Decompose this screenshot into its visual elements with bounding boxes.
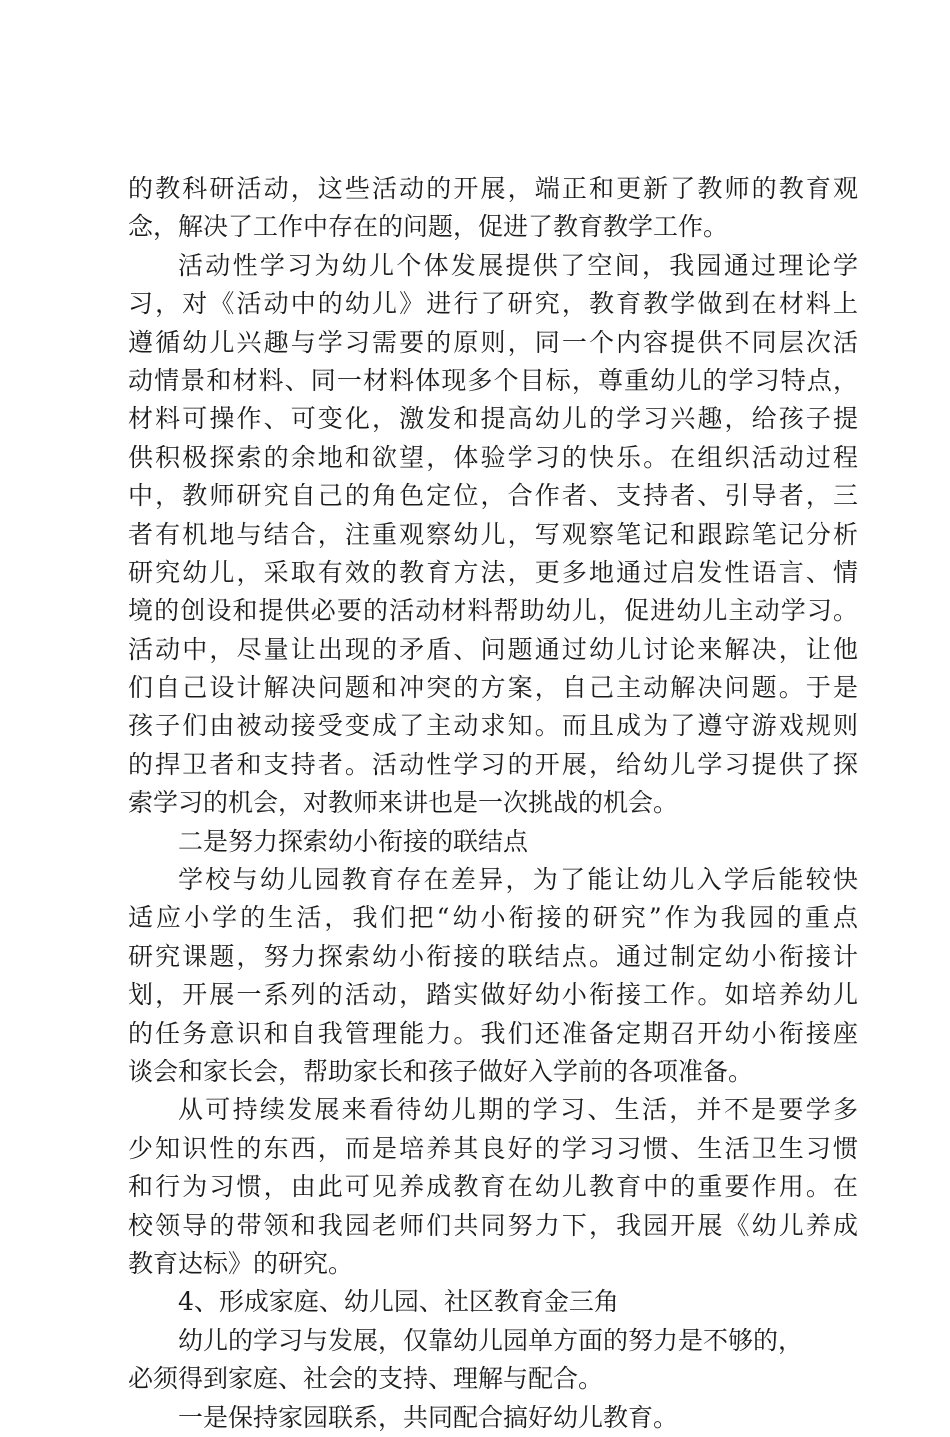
text-line: 少知识性的东西，而是培养其良好的学习习惯、生活卫生习惯 (128, 1133, 858, 1163)
text-line: 境的创设和提供必要的活动材料帮助幼儿，促进幼儿主动学习。 (128, 596, 858, 626)
text-line: 必须得到家庭、社会的支持、理解与配合。 (128, 1364, 604, 1394)
text-line: 从可持续发展来看待幼儿期的学习、生活，并不是要学多 (178, 1095, 858, 1125)
text-line: 研究幼儿，采取有效的教育方法，更多地通过启发性语言、情 (128, 557, 858, 587)
text-line: 的教科研活动，这些活动的开展，端正和更新了教师的教育观 (128, 174, 858, 203)
text-line: 学校与幼儿园教育存在差异，为了能让幼儿入学后能较快 (178, 865, 858, 895)
text-line: 和行为习惯，由此可见养成教育在幼儿教育中的重要作用。在 (128, 1172, 858, 1202)
text-line: 适应小学的生活，我们把“幼小衔接的研究”作为我园的重点 (128, 903, 858, 933)
text-line: 念，解决了工作中存在的问题，促进了教育教学工作。 (128, 212, 729, 242)
text-line: 一是保持家园联系，共同配合搞好幼儿教育。 (178, 1402, 679, 1432)
text-line: 遵循幼儿兴趣与学习需要的原则，同一个内容提供不同层次活 (128, 327, 858, 357)
text-line: 孩子们由被动接受变成了主动求知。而且成为了遵守游戏规则 (128, 711, 858, 741)
text-line: 索学习的机会，对教师来讲也是一次挑战的机会。 (128, 788, 679, 818)
text-line: 供积极探索的余地和欲望，体验学习的快乐。在组织活动过程 (128, 442, 858, 472)
text-line: 教育达标》的研究。 (128, 1248, 354, 1278)
text-line: 校领导的带领和我园老师们共同努力下，我园开展《幼儿养成 (128, 1210, 858, 1240)
text-line: 中，教师研究自己的角色定位，合作者、支持者、引导者，三 (128, 481, 858, 511)
text-line: 的任务意识和自我管理能力。我们还准备定期召开幼小衔接座 (128, 1018, 858, 1048)
body-text (128, 170, 858, 1437)
text-line: 动情景和材料、同一材料体现多个目标，尊重幼儿的学习特点， (128, 365, 858, 395)
text-line: 活动性学习为幼儿个体发展提供了空间，我园通过理论学 (178, 250, 858, 280)
text-line: 活动中，尽量让出现的矛盾、问题通过幼儿讨论来解决，让他 (128, 634, 858, 664)
text-line: 习，对《活动中的幼儿》进行了研究，教育教学做到在材料上 (128, 289, 858, 319)
text-line: 研究课题，努力探索幼小衔接的联结点。通过制定幼小衔接计 (128, 941, 858, 971)
text-line: 者有机地与结合，注重观察幼儿，写观察笔记和跟踪笔记分析 (128, 519, 858, 549)
text-line: 材料可操作、可变化，激发和提高幼儿的学习兴趣，给孩子提 (128, 404, 858, 434)
section-heading: 4、形成家庭、幼儿园、社区教育金三角 (178, 1287, 619, 1317)
section-heading: 二是努力探索幼小衔接的联结点 (178, 826, 529, 856)
text-line: 谈会和家长会，帮助家长和孩子做好入学前的各项准备。 (128, 1056, 754, 1086)
text-line: 们自己设计解决问题和冲突的方案，自己主动解决问题。于是 (128, 673, 858, 703)
text-line: 的捍卫者和支持者。活动性学习的开展，给幼儿学习提供了探 (128, 749, 858, 779)
text-line: 划，开展一系列的活动，踏实做好幼小衔接工作。如培养幼儿 (128, 980, 858, 1010)
text-line: 幼儿的学习与发展，仅靠幼儿园单方面的努力是不够的， (178, 1325, 804, 1355)
